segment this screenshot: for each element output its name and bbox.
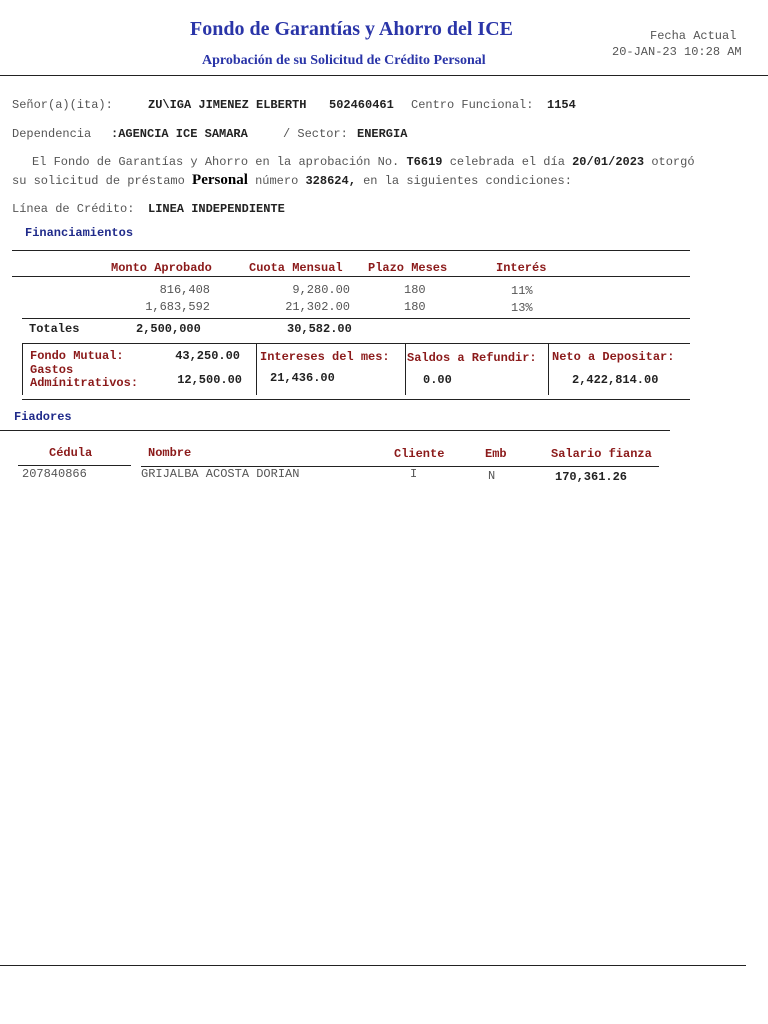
dependencia-value: :AGENCIA ICE SAMARA: [111, 127, 248, 141]
header-nombre: Nombre: [148, 446, 192, 460]
fiador-cedula: 207840866: [22, 467, 87, 481]
summary-divider-2: [405, 343, 406, 395]
totales-label: Totales: [29, 322, 80, 336]
intereses-label: Intereses del mes:: [260, 350, 390, 364]
page-title: Fondo de Garantías y Ahorro del ICE: [190, 18, 513, 40]
credit-line-value: LINEA INDEPENDIENTE: [148, 202, 285, 216]
applicant-name: ZU\IGA JIMENEZ ELBERTH: [148, 98, 307, 112]
table-row-cell-monto: 1,683,592: [145, 300, 210, 314]
header-monto: Monto Aprobado: [111, 261, 212, 275]
date-value: 20-JAN-23 10:28 AM: [612, 45, 742, 59]
gastos-label: Gastos: [30, 363, 74, 377]
fin-top-line: [12, 250, 690, 251]
gastos-value: 12,500.00: [177, 373, 242, 387]
header-divider: [0, 75, 768, 76]
fiadores-top-line: [0, 430, 670, 431]
table-row-cell-cuota: 21,302.00: [285, 300, 350, 314]
table-row-cell-plazo: 180: [404, 300, 426, 314]
saldos-label: Saldos a Refundir:: [407, 351, 537, 365]
approval-paragraph-line2: su solicitud de préstamo Personal número 328624, en la siguientes condiciones:: [12, 172, 572, 188]
sector-value: ENERGIA: [357, 127, 408, 141]
fiador-nombre: GRIJALBA ACOSTA DORIAN: [141, 467, 300, 481]
header-cliente: Cliente: [394, 447, 445, 461]
neto-label: Neto a Depositar:: [552, 350, 675, 364]
saldos-value: 0.00: [423, 373, 452, 387]
fondo-mutual-value: 43,250.00: [175, 349, 240, 363]
applicant-id: 502460461: [329, 98, 394, 112]
total-monto: 2,500,000: [136, 322, 201, 336]
cedula-underline: [18, 465, 131, 466]
credit-line-label: Línea de Crédito:: [12, 202, 135, 216]
table-row-cell-interes: 11%: [511, 284, 533, 298]
summary-bottom-line: [22, 399, 690, 400]
header-plazo: Plazo Meses: [368, 261, 448, 275]
table-row-cell-monto: 816,408: [159, 283, 210, 297]
table-row-cell-plazo: 180: [404, 283, 426, 297]
gastos-label-2: Admínitrativos:: [30, 376, 139, 390]
centro-label: Centro Funcional:: [411, 98, 534, 112]
fin-bottom-line: [22, 343, 690, 344]
header-emb: Emb: [485, 447, 507, 461]
header-cedula: Cédula: [49, 446, 93, 460]
page-subtitle: Aprobación de su Solicitud de Crédito Personal: [202, 53, 486, 68]
total-cuota: 30,582.00: [287, 322, 352, 336]
summary-divider-3: [548, 343, 549, 395]
summary-left-border: [22, 343, 23, 395]
fin-header-line: [12, 276, 690, 277]
dependencia-label: Dependencia: [12, 127, 92, 141]
fiador-cliente: I: [410, 467, 418, 481]
header-interes: Interés: [496, 261, 547, 275]
fiador-emb: N: [488, 469, 496, 483]
footer-divider: [0, 965, 746, 966]
centro-value: 1154: [547, 98, 576, 112]
header-cuota: Cuota Mensual: [249, 261, 343, 275]
date-label: Fecha Actual: [650, 29, 737, 43]
neto-value: 2,422,814.00: [572, 373, 659, 387]
header-salario: Salario fianza: [551, 447, 652, 461]
fin-totals-line: [22, 318, 690, 319]
fiadores-title: Fiadores: [14, 410, 72, 424]
approval-paragraph-line1: El Fondo de Garantías y Ahorro en la aprobación No. T6619 celebrada el día 20/01/2023 otorgó: [32, 155, 695, 169]
financiamientos-title: Financiamientos: [25, 226, 134, 240]
applicant-label: Señor(a)(ita):: [12, 98, 113, 112]
summary-divider-1: [256, 343, 257, 395]
fiador-salario: 170,361.26: [555, 470, 628, 484]
intereses-value: 21,436.00: [270, 371, 335, 385]
table-row-cell-interes: 13%: [511, 301, 533, 315]
sector-label: / Sector:: [283, 127, 348, 141]
table-row-cell-cuota: 9,280.00: [292, 283, 350, 297]
fondo-mutual-label: Fondo Mutual:: [30, 349, 124, 363]
